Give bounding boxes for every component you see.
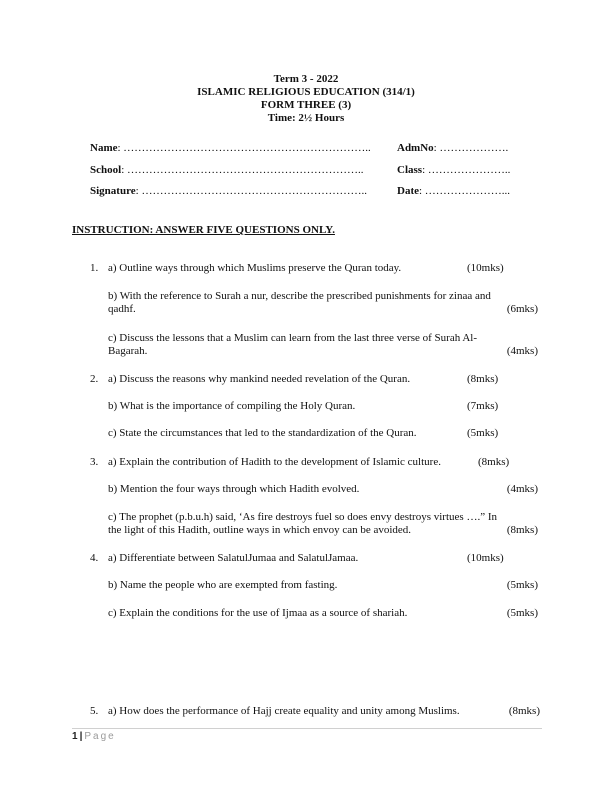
- marks: (10mks): [467, 262, 504, 274]
- question-part-b: b) With the reference to Surah a nur, describe the prescribed punishments for zinaa and: [108, 290, 491, 302]
- question-part-b: b) Mention the four ways through which Hadith evolved.: [108, 483, 360, 495]
- question-part-a: a) How does the performance of Hajj create equality and unity among Muslims.: [108, 705, 460, 717]
- marks: (6mks): [506, 303, 538, 315]
- time-line: Time: 2½ Hours: [267, 112, 345, 124]
- date-label: Date: [397, 185, 419, 197]
- question-number: 2.: [90, 373, 99, 385]
- school-label: School: [90, 164, 122, 176]
- signature-label: Signature: [90, 185, 136, 197]
- marks: (4mks): [506, 345, 538, 357]
- question-part-b: b) Name the people who are exempted from fasting.: [108, 579, 338, 591]
- name-field-row: [90, 142, 371, 154]
- question-number: 5.: [90, 705, 99, 717]
- admno-blank[interactable]: : ……………….: [433, 142, 509, 154]
- question-part-b-cont: qadhf.: [108, 303, 136, 315]
- question-part-a: a) Discuss the reasons why mankind needed revelation of the Quran.: [108, 373, 411, 385]
- question-part-c: c) State the circumstances that led to the standardization of the Quran.: [108, 427, 417, 439]
- question-number: 1.: [90, 262, 99, 274]
- question-part-a: a) Differentiate between SalatulJumaa and SalatulJamaa.: [108, 552, 359, 564]
- marks: (8mks): [478, 456, 510, 468]
- marks: (4mks): [506, 483, 538, 495]
- marks: (10mks): [467, 552, 504, 564]
- class-blank[interactable]: : …………………..: [422, 164, 511, 176]
- footer-divider: [72, 728, 542, 729]
- signature-blank[interactable]: : ……………………………………………………..: [135, 185, 367, 197]
- footer-separator: |: [79, 731, 83, 742]
- marks: (7mks): [467, 400, 499, 412]
- date-field-row: [397, 185, 510, 197]
- marks: (8mks): [508, 705, 540, 717]
- marks: (5mks): [506, 607, 538, 619]
- name-label: Name: [90, 142, 118, 154]
- school-blank[interactable]: : ………………………………………………………..: [121, 164, 364, 176]
- class-field-row: [397, 164, 510, 176]
- question-part-c-cont: Bagarah.: [108, 345, 148, 357]
- exam-header: [0, 73, 612, 125]
- page-number: 1: [72, 731, 78, 742]
- marks: (8mks): [506, 524, 538, 536]
- question-part-c: c) Explain the conditions for the use of Ijmaa as a source of shariah.: [108, 607, 408, 619]
- signature-field-row: [90, 185, 367, 197]
- form-line: FORM THREE (3): [260, 99, 352, 111]
- question-number: 4.: [90, 552, 99, 564]
- question-part-a: a) Outline ways through which Muslims preserve the Quran today.: [108, 262, 402, 274]
- class-label: Class: [397, 164, 423, 176]
- marks: (5mks): [506, 579, 538, 591]
- school-field-row: [90, 164, 364, 176]
- question-part-b: b) What is the importance of compiling the Holy Quran.: [108, 400, 356, 412]
- date-blank[interactable]: : …………………...: [419, 185, 511, 197]
- subject-line: ISLAMIC RELIGIOUS EDUCATION (314/1): [197, 86, 415, 98]
- marks: (5mks): [467, 427, 499, 439]
- question-part-c: c) The prophet (p.b.u.h) said, ‘As fire destroys fuel so does envy destroys virtues ….” In: [108, 511, 497, 523]
- name-blank[interactable]: : …………………………………………………………..: [117, 142, 371, 154]
- question-number: 3.: [90, 456, 99, 468]
- term-line: Term 3 - 2022: [273, 73, 339, 85]
- admno-field-row: [397, 142, 508, 154]
- question-part-c: c) Discuss the lessons that a Muslim can learn from the last three verse of Surah Al-: [108, 332, 478, 344]
- question-part-a: a) Explain the contribution of Hadith to the development of Islamic culture.: [108, 456, 441, 468]
- page-label: Page: [84, 731, 116, 742]
- marks: (8mks): [467, 373, 499, 385]
- admno-label: AdmNo: [397, 142, 434, 154]
- page-footer: [72, 731, 116, 742]
- instruction: INSTRUCTION: ANSWER FIVE QUESTIONS ONLY.: [72, 224, 335, 236]
- question-part-c-cont: the light of this Hadith, outline ways in which envoy can be avoided.: [108, 524, 412, 536]
